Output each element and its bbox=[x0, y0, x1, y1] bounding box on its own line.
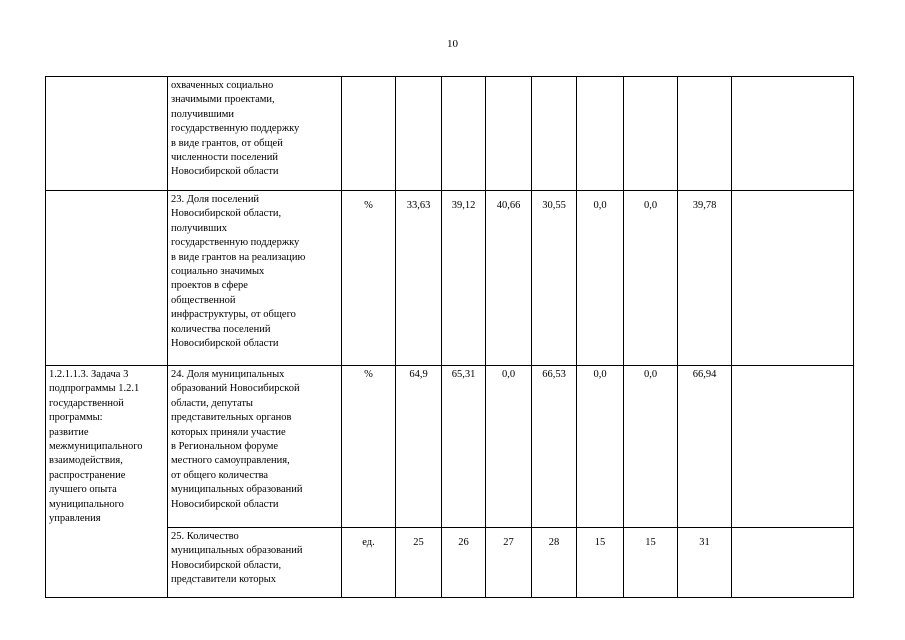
value-cell: 66,94 bbox=[678, 366, 732, 528]
indicator-cell bbox=[168, 528, 342, 598]
indicator-text: 23. Доля поселений Новосибирской области, получивших государственную поддержку в виде грантов на реализацию социально значимых проектов в сфере общественной инфраструктуры, от общего количества поселений Новосибирской области bbox=[171, 194, 306, 350]
table-row bbox=[46, 528, 854, 598]
value-cell: 15 bbox=[577, 528, 624, 598]
indicator-text: 24. Доля муниципальных образований Новосибирской области, депутаты представительных органов которых приняли участие в Региональном форуме местного самоуправления, от общего количества муниципальных образований Новосибирской области bbox=[171, 369, 303, 510]
value-cell bbox=[624, 77, 678, 191]
task-cell bbox=[46, 191, 168, 366]
note-cell bbox=[732, 366, 854, 528]
value-cell: 39,12 bbox=[442, 191, 486, 366]
unit-cell: % bbox=[342, 366, 396, 528]
value-cell: 27 bbox=[486, 528, 532, 598]
value-cell: 26 bbox=[442, 528, 486, 598]
note-cell bbox=[732, 528, 854, 598]
value-cell: 0,0 bbox=[577, 191, 624, 366]
value-cell bbox=[532, 77, 577, 191]
value-cell: 39,78 bbox=[678, 191, 732, 366]
table-row bbox=[46, 366, 854, 528]
note-cell bbox=[732, 191, 854, 366]
value-cell: 31 bbox=[678, 528, 732, 598]
value-cell: 0,0 bbox=[624, 191, 678, 366]
unit-cell: ед. bbox=[342, 528, 396, 598]
value-cell: 28 bbox=[532, 528, 577, 598]
value-cell: 30,55 bbox=[532, 191, 577, 366]
unit-cell: % bbox=[342, 191, 396, 366]
value-cell: 33,63 bbox=[396, 191, 442, 366]
table-row bbox=[46, 191, 854, 366]
task-cell bbox=[46, 77, 168, 191]
value-cell bbox=[396, 77, 442, 191]
task-cell bbox=[46, 366, 168, 598]
value-cell: 15 bbox=[624, 528, 678, 598]
value-cell: 0,0 bbox=[577, 366, 624, 528]
value-cell bbox=[486, 77, 532, 191]
value-cell bbox=[678, 77, 732, 191]
indicator-text: охваченных социально значимыми проектами, получившими государственную поддержку в виде грантов, от общей численности поселений Новосибирской области bbox=[171, 80, 300, 178]
value-cell: 40,66 bbox=[486, 191, 532, 366]
value-cell bbox=[577, 77, 624, 191]
indicators-table bbox=[45, 76, 854, 598]
page-number: 10 bbox=[447, 38, 458, 50]
value-cell bbox=[442, 77, 486, 191]
value-cell: 0,0 bbox=[486, 366, 532, 528]
indicator-text: 25. Количество муниципальных образований Новосибирской области, представители которых bbox=[171, 531, 303, 586]
value-cell: 66,53 bbox=[532, 366, 577, 528]
value-cell: 64,9 bbox=[396, 366, 442, 528]
note-cell bbox=[732, 77, 854, 191]
indicator-cell bbox=[168, 77, 342, 191]
value-cell: 65,31 bbox=[442, 366, 486, 528]
value-cell: 0,0 bbox=[624, 366, 678, 528]
indicator-cell bbox=[168, 191, 342, 366]
table-row bbox=[46, 77, 854, 191]
unit-cell bbox=[342, 77, 396, 191]
task-text: 1.2.1.1.3. Задача 3 подпрограммы 1.2.1 государственной программы: развитие межмуниципального взаимодействия, распространение лучшего опыта муниципального управления bbox=[49, 369, 143, 525]
value-cell: 25 bbox=[396, 528, 442, 598]
indicator-cell bbox=[168, 366, 342, 528]
